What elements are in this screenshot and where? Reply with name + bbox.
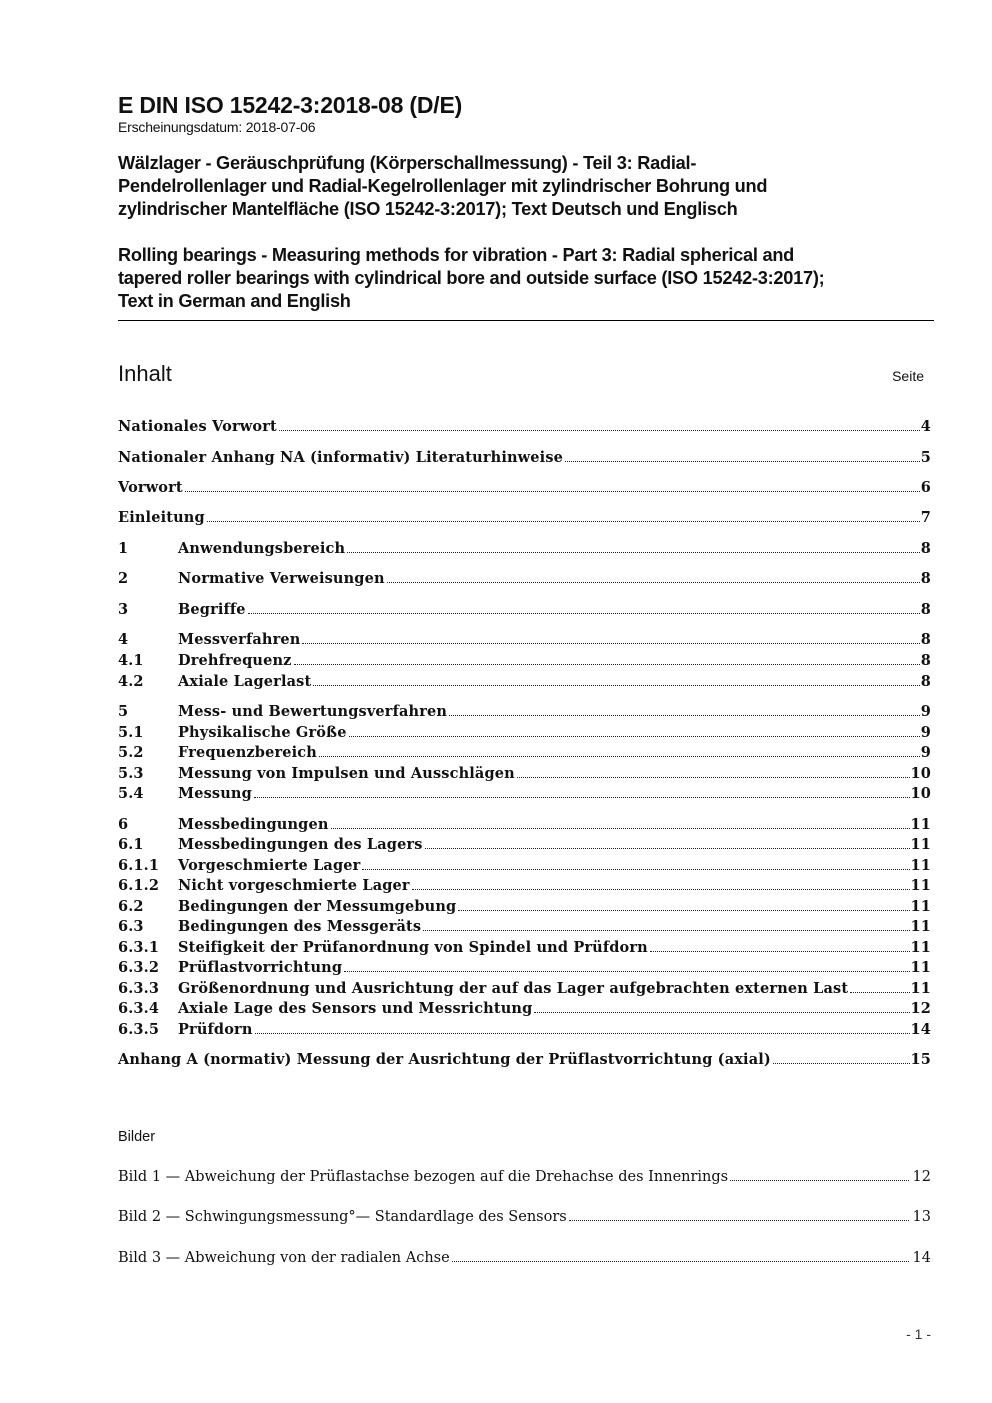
figure-entry[interactable] (118, 1208, 931, 1226)
toc-leader-dots (362, 869, 909, 870)
figure-entry-title: Bild 2 — Schwingungsmessung°— Standardlage des Sensors (118, 1209, 567, 1225)
toc-entry-page: 6 (920, 479, 931, 496)
toc-entry-page: 8 (920, 601, 931, 618)
document-header (118, 92, 934, 313)
toc-entry-title: Messverfahren (178, 631, 301, 648)
toc-entry-number: 6.3.1 (118, 939, 160, 956)
document-title: E DIN ISO 15242-3:2018-08 (D/E) (118, 92, 463, 118)
toc-entry-page: 12 (910, 1000, 931, 1017)
toc-entry[interactable] (118, 673, 931, 691)
toc-entry[interactable] (118, 744, 931, 762)
toc-entry-title: Mess- und Bewertungsverfahren (178, 703, 448, 720)
figure-leader-dots (569, 1220, 909, 1221)
toc-entry-title: Einleitung (118, 509, 205, 526)
figure-entry-title: Bild 1 — Abweichung der Prüflastachse bezogen auf die Drehachse des Innenrings (118, 1169, 729, 1185)
toc-entry-number: 6.1 (118, 836, 144, 853)
toc-entry-number: 6 (118, 816, 129, 833)
toc-entry-number: 6.3.3 (118, 980, 160, 997)
toc-entry[interactable] (118, 765, 931, 783)
toc-entry-title: Anhang A (normativ) Messung der Ausrichtung der Prüflastvorrichtung (axial) (118, 1051, 771, 1068)
toc-entry[interactable] (118, 857, 931, 875)
toc-entry-number: 6.1.1 (118, 857, 160, 874)
toc-entry-page: 11 (910, 939, 931, 956)
toc-leader-dots (255, 1033, 910, 1034)
toc-leader-dots (850, 992, 909, 993)
toc-entry-page: 9 (920, 744, 931, 761)
toc-leader-dots (423, 930, 909, 931)
toc-entry[interactable] (118, 918, 931, 936)
toc-entry-number: 6.3.5 (118, 1021, 160, 1038)
figure-entry-title: Bild 3 — Abweichung von der radialen Achse (118, 1250, 450, 1266)
toc-entry-title: Prüflastvorrichtung (178, 959, 343, 976)
toc-entry-title: Nationaler Anhang NA (informativ) Literaturhinweise (118, 449, 564, 466)
toc-entry-page: 14 (910, 1021, 931, 1038)
toc-leader-dots (650, 951, 910, 952)
figure-entry-page: 14 (912, 1250, 931, 1266)
toc-leader-dots (254, 797, 910, 798)
title-english-line: tapered roller bearings with cylindrical bore and outside surface (ISO 15242-3:2017); (118, 268, 825, 288)
toc-leader-dots (344, 971, 909, 972)
toc-entry-page: 11 (910, 918, 931, 935)
toc-entry-page: 11 (910, 836, 931, 853)
toc-entry-title: Nicht vorgeschmierte Lager (178, 877, 410, 894)
toc-page-column-label: Seite (892, 368, 924, 384)
toc-entry-page: 8 (920, 652, 931, 669)
toc-entry[interactable] (118, 652, 931, 670)
toc-entry-page: 8 (920, 540, 931, 557)
figure-entry-page: 13 (912, 1209, 931, 1225)
toc-entry[interactable] (118, 509, 931, 527)
toc-entry-title: Anwendungsbereich (178, 540, 346, 557)
toc-heading: Inhalt (118, 361, 172, 386)
toc-leader-dots (517, 777, 910, 778)
toc-leader-dots (248, 613, 920, 614)
toc-entry-title: Axiale Lage des Sensors und Messrichtung (178, 1000, 533, 1017)
toc-entry-number: 5.2 (118, 744, 144, 761)
toc-entry-title: Prüfdorn (178, 1021, 253, 1038)
figure-leader-dots (730, 1180, 908, 1181)
toc-leader-dots (387, 582, 920, 583)
toc-entry[interactable] (118, 418, 931, 436)
toc-entry-title: Drehfrequenz (178, 652, 292, 669)
figure-entry-page: 12 (912, 1169, 931, 1185)
toc-entry-page: 11 (910, 877, 931, 894)
title-english-line: Text in German and English (118, 291, 351, 311)
toc-leader-dots (207, 521, 920, 522)
toc-entry-page: 10 (910, 765, 931, 782)
toc-entry-page: 4 (920, 418, 931, 435)
figure-leader-dots (452, 1261, 909, 1262)
toc-entry-title: Größenordnung und Ausrichtung der auf das Lager aufgebrachten externen Last (178, 980, 849, 997)
publication-date: Erscheinungsdatum: 2018-07-06 (118, 119, 316, 135)
toc-entry[interactable] (118, 836, 931, 854)
toc-leader-dots (565, 461, 920, 462)
toc-entry[interactable] (118, 479, 931, 497)
toc-entry-title: Messbedingungen des Lagers (178, 836, 423, 853)
title-german-line: Wälzlager - Geräuschprüfung (Körperschallmessung) - Teil 3: Radial- (118, 153, 697, 173)
toc-entry-number: 6.2 (118, 898, 144, 915)
toc-leader-dots (425, 848, 910, 849)
toc-entry-page: 11 (910, 816, 931, 833)
toc-entry-number: 2 (118, 570, 129, 587)
toc-entry-page: 9 (920, 724, 931, 741)
toc-entry-title: Vorgeschmierte Lager (178, 857, 361, 874)
toc-entry-page: 7 (920, 509, 931, 526)
toc-entry-page: 8 (920, 673, 931, 690)
toc-leader-dots (279, 430, 920, 431)
toc-entry-number: 4 (118, 631, 129, 648)
toc-entry[interactable] (118, 959, 931, 977)
title-german-line: zylindrischer Mantelfläche (ISO 15242-3:2017); Text Deutsch und Englisch (118, 199, 738, 219)
toc-entry-page: 8 (920, 570, 931, 587)
toc-entry-page: 15 (910, 1051, 931, 1068)
toc-entry-page: 9 (920, 703, 931, 720)
toc-entry-title: Begriffe (178, 601, 246, 618)
toc-entry[interactable] (118, 570, 931, 588)
toc-entry-title: Nationales Vorwort (118, 418, 277, 435)
figure-entry[interactable] (118, 1168, 931, 1186)
toc-entry-number: 1 (118, 540, 129, 557)
toc-entry-page: 11 (910, 898, 931, 915)
toc-entry-number: 4.1 (118, 652, 144, 669)
toc-leader-dots (458, 910, 909, 911)
toc-entry-number: 4.2 (118, 673, 144, 690)
toc-entry-number: 5 (118, 703, 129, 720)
toc-entry[interactable] (118, 724, 931, 742)
toc-entry[interactable] (118, 601, 931, 619)
toc-entry-number: 6.1.2 (118, 877, 160, 894)
toc-entry-title: Vorwort (118, 479, 183, 496)
toc-entry-title: Bedingungen der Messumgebung (178, 898, 457, 915)
figure-entry[interactable] (118, 1249, 931, 1267)
toc-entry[interactable] (118, 816, 931, 834)
toc-leader-dots (294, 664, 920, 665)
toc-entry[interactable] (118, 449, 931, 467)
toc-leader-dots (319, 756, 920, 757)
toc-entry-title: Steifigkeit der Prüfanordnung von Spindel und Prüfdorn (178, 939, 648, 956)
toc-entry-title: Messbedingungen (178, 816, 329, 833)
toc-entry-number: 6.3 (118, 918, 144, 935)
toc-entry-title: Physikalische Größe (178, 724, 347, 741)
toc-entry-number: 5.3 (118, 765, 144, 782)
toc-entry-number: 6.3.4 (118, 1000, 160, 1017)
toc-entry[interactable] (118, 1021, 931, 1039)
toc-entry-page: 10 (910, 785, 931, 802)
toc-entry-page: 11 (910, 959, 931, 976)
toc-entry[interactable] (118, 939, 931, 957)
toc-leader-dots (349, 736, 920, 737)
toc-entry[interactable] (118, 1000, 931, 1018)
toc-entry-number: 3 (118, 601, 129, 618)
toc-entry-title: Normative Verweisungen (178, 570, 385, 587)
toc-leader-dots (331, 828, 910, 829)
toc-entry[interactable] (118, 785, 931, 803)
toc-entry-title: Frequenzbereich (178, 744, 317, 761)
toc-entry-title: Bedingungen des Messgeräts (178, 918, 422, 935)
toc-entry-number: 5.1 (118, 724, 144, 741)
title-german-line: Pendelrollenlager und Radial-Kegelrollenlager mit zylindrischer Bohrung und (118, 176, 768, 196)
page-number: - 1 - (906, 1326, 931, 1342)
toc-leader-dots (449, 715, 920, 716)
toc-entry-page: 11 (910, 980, 931, 997)
toc-entry[interactable] (118, 631, 931, 649)
toc-leader-dots (313, 685, 919, 686)
toc-entry[interactable] (118, 540, 931, 558)
toc-leader-dots (773, 1063, 910, 1064)
toc-entry[interactable] (118, 1051, 931, 1069)
toc-entry[interactable] (118, 703, 931, 721)
toc-leader-dots (412, 889, 910, 890)
toc-leader-dots (302, 643, 919, 644)
toc-entry[interactable] (118, 898, 931, 916)
toc-entry[interactable] (118, 877, 931, 895)
toc-entry-page: 5 (920, 449, 931, 466)
header-divider (118, 320, 934, 321)
toc-leader-dots (534, 1012, 909, 1013)
title-english (118, 244, 934, 313)
toc-entry-number: 5.4 (118, 785, 144, 802)
toc-entry-title: Messung (178, 785, 252, 802)
toc-leader-dots (347, 552, 920, 553)
title-english-line: Rolling bearings - Measuring methods for vibration - Part 3: Radial spherical and (118, 245, 795, 265)
title-german (118, 152, 934, 221)
toc-entry-page: 11 (910, 857, 931, 874)
figures-heading: Bilder (118, 1129, 156, 1145)
toc-entry-title: Messung von Impulsen und Ausschlägen (178, 765, 515, 782)
toc-entry[interactable] (118, 980, 931, 998)
toc-entry-number: 6.3.2 (118, 959, 160, 976)
toc-entry-title: Axiale Lagerlast (178, 673, 312, 690)
toc-leader-dots (185, 491, 920, 492)
toc-entry-page: 8 (920, 631, 931, 648)
